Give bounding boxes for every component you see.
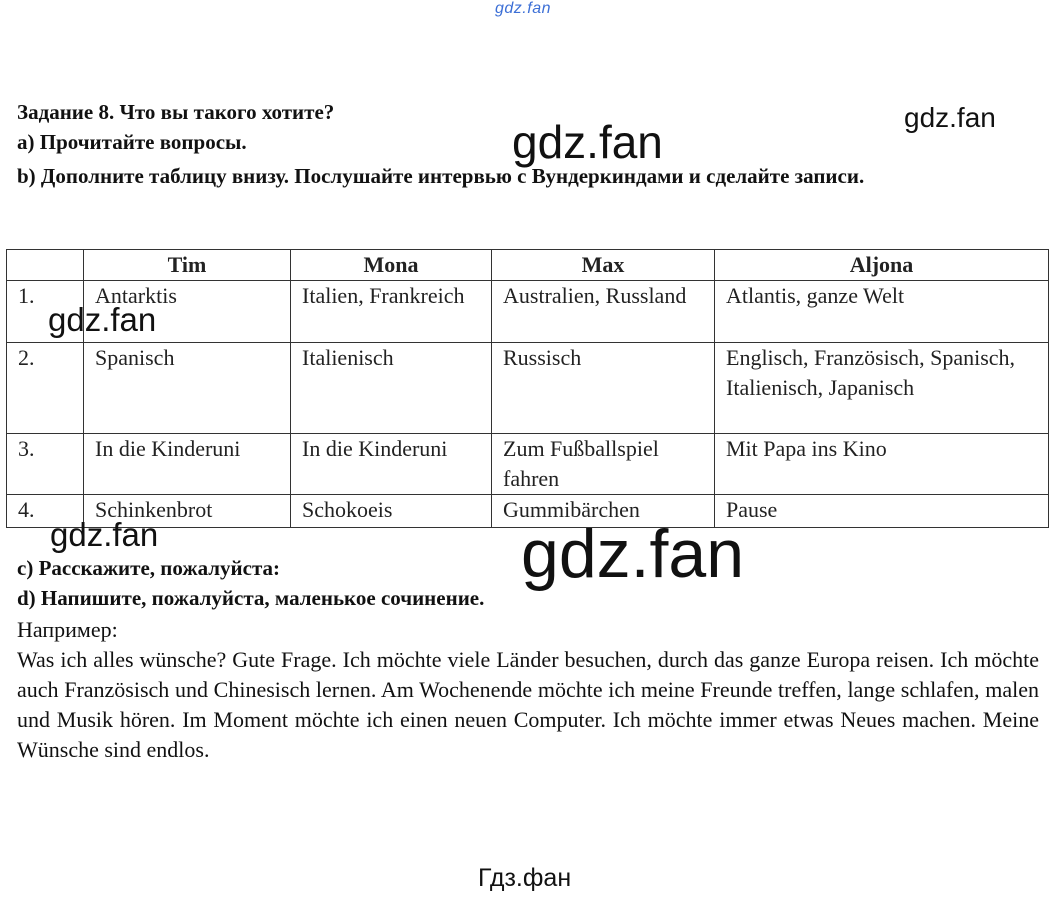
table-cell: Italien, Frankreich xyxy=(291,281,492,343)
task-part-a: a) Прочитайте вопросы. xyxy=(17,130,247,154)
table-cell: Schokoeis xyxy=(291,495,492,528)
table-cell: 3. xyxy=(7,434,84,495)
table-cell: 2. xyxy=(7,343,84,434)
table-cell: Australien, Russland xyxy=(492,281,715,343)
table-cell: In die Kinderuni xyxy=(291,434,492,495)
watermark-top: gdz.fan xyxy=(495,0,551,17)
table-cell: Antarktis xyxy=(84,281,291,343)
table-header-cell: Mona xyxy=(291,250,492,281)
watermark-left-lower: gdz.fan xyxy=(50,516,159,553)
table-cell: Mit Papa ins Kino xyxy=(715,434,1049,495)
table-row xyxy=(7,343,1049,434)
task-part-b: b) Дополните таблицу внизу. Послушайте интервью с Вундеркиндами и сделайте записи. xyxy=(17,164,865,188)
task-part-d: d) Напишите, пожалуйста, маленькое сочинение. xyxy=(17,586,485,610)
task-part-c: c) Расскажите, пожалуйста: xyxy=(17,556,281,580)
table-header-cell xyxy=(7,250,84,281)
table-header-cell: Max xyxy=(492,250,715,281)
table-cell: Spanisch xyxy=(84,343,291,434)
table-cell: In die Kinderuni xyxy=(84,434,291,495)
example-label: Например: xyxy=(17,617,118,642)
table-header-cell: Aljona xyxy=(715,250,1049,281)
table-cell: Gummibärchen xyxy=(492,495,715,528)
table-cell: Italienisch xyxy=(291,343,492,434)
watermark-bottom: Гдз.фан xyxy=(478,864,572,892)
table-header-row xyxy=(7,250,1049,281)
task-title: Задание 8. Что вы такого хотите? xyxy=(17,100,335,124)
answers-table xyxy=(6,249,1049,528)
table-cell: 1. xyxy=(7,281,84,343)
watermark-left-upper: gdz.fan xyxy=(48,301,157,338)
table-row xyxy=(7,434,1049,495)
table-cell: Atlantis, ganze Welt xyxy=(715,281,1049,343)
table-cell: Schinkenbrot xyxy=(84,495,291,528)
table-cell: Pause xyxy=(715,495,1049,528)
table-cell: Zum Fußballspiel fahren xyxy=(492,434,715,495)
table-header-cell: Tim xyxy=(84,250,291,281)
watermark-right: gdz.fan xyxy=(904,102,996,133)
example-essay: Was ich alles wünsche? Gute Frage. Ich möchte viele Länder besuchen, durch das ganze Europa reisen. Ich möchte auch Französisch und Chinesisch lernen. Am Wochenende möchte ich meine Freunde treffen, lange schlafen, malen und Musik hören. Im Moment möchte ich einen neuen Computer. Ich möchte immer etwas Neues machen. Meine Wünsche sind endlos. xyxy=(17,647,1039,762)
table-cell: 4. xyxy=(7,495,84,528)
table-cell: Russisch xyxy=(492,343,715,434)
table-cell: Englisch, Französisch, Spanisch, Italienisch, Japanisch xyxy=(715,343,1049,434)
table-row xyxy=(7,281,1049,343)
watermark-center: gdz.fan xyxy=(512,116,663,168)
watermark-big: gdz.fan xyxy=(521,516,745,592)
